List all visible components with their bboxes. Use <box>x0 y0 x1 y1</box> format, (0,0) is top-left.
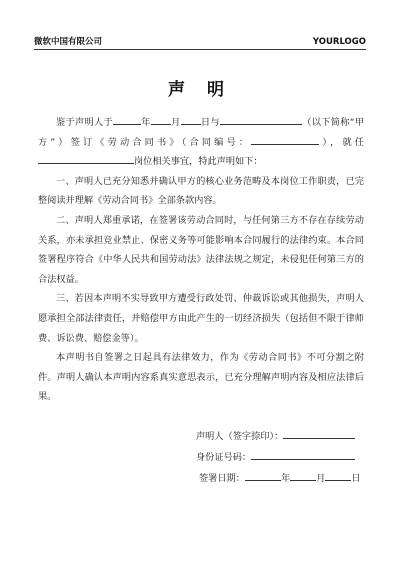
blank-position <box>38 153 134 164</box>
document-title: 声 明 <box>168 80 232 100</box>
intro-paragraph <box>38 113 364 172</box>
company-name: 微软中国有限公司 <box>34 37 103 47</box>
intro-year-label: 年 <box>141 117 151 128</box>
sign-month-label: 月 <box>316 473 326 484</box>
declarant-signature-line <box>283 428 355 439</box>
sign-month-line <box>290 470 316 481</box>
sign-year-line <box>245 470 281 481</box>
id-row <box>196 447 361 468</box>
clause-2: 二、声明人郑重承诺，在签署该劳动合同时，与任何第三方不存在存续劳动关系，亦未承担竞业禁止、保密义务等可能影响本合同履行的法律约束。本合同签署程序符合《中华人民共和国劳动法》法律法规之规定，未侵犯任何第三方的合法权益。 <box>38 214 364 285</box>
date-row <box>196 468 361 489</box>
declarant-label: 声明人（签字捺印）： <box>196 431 284 442</box>
intro-day-label: 日与 <box>200 117 220 128</box>
sign-date-label: 签署日期： <box>199 473 245 484</box>
blank-month <box>151 114 171 125</box>
sign-year-label: 年 <box>280 473 291 484</box>
intro-text-b: （以下简称“甲方”）签订《劳动合同书》（合同编号： <box>38 117 365 148</box>
clause-3: 三、若因本声明不实导致甲方遭受行政处罚、仲裁诉讼或其他损失，声明人愿承担全部法律责任，并赔偿甲方由此产生的一切经济损失（包括但不限于律师费、诉讼费、赔偿金等）。 <box>38 293 364 344</box>
blank-day <box>181 114 201 125</box>
intro-text-c: ），就任 <box>319 136 364 148</box>
blank-contract-number <box>251 134 319 145</box>
id-number-line <box>251 449 355 460</box>
header-divider <box>34 49 366 50</box>
document-body <box>38 113 364 407</box>
sign-day-label: 日 <box>351 473 361 484</box>
clause-4: 本声明书自签署之日起具有法律效力，作为《劳动合同书》不可分割之附件。声明人确认本声明内容系真实意思表示，已充分理解声明内容及相应法律后果。 <box>38 352 364 403</box>
intro-text-d: 岗位相关事宜，特此声明如下： <box>134 156 263 168</box>
clause-1: 一、声明人已充分知悉并确认甲方的核心业务范畴及本岗位工作职责，已完整阅读并理解《劳动合同书》全部条款内容。 <box>38 175 364 207</box>
blank-year <box>113 114 141 125</box>
sign-day-line <box>325 470 351 481</box>
blank-party-a <box>220 114 302 125</box>
page-header <box>34 33 366 47</box>
intro-month-label: 月 <box>170 117 181 128</box>
intro-text-a: 鉴于声明人于 <box>56 117 113 128</box>
signature-block <box>196 426 361 489</box>
declarant-row <box>196 426 361 447</box>
logo-text: YOURLOGO <box>312 37 366 47</box>
id-number-label: 身份证号码： <box>196 452 252 463</box>
